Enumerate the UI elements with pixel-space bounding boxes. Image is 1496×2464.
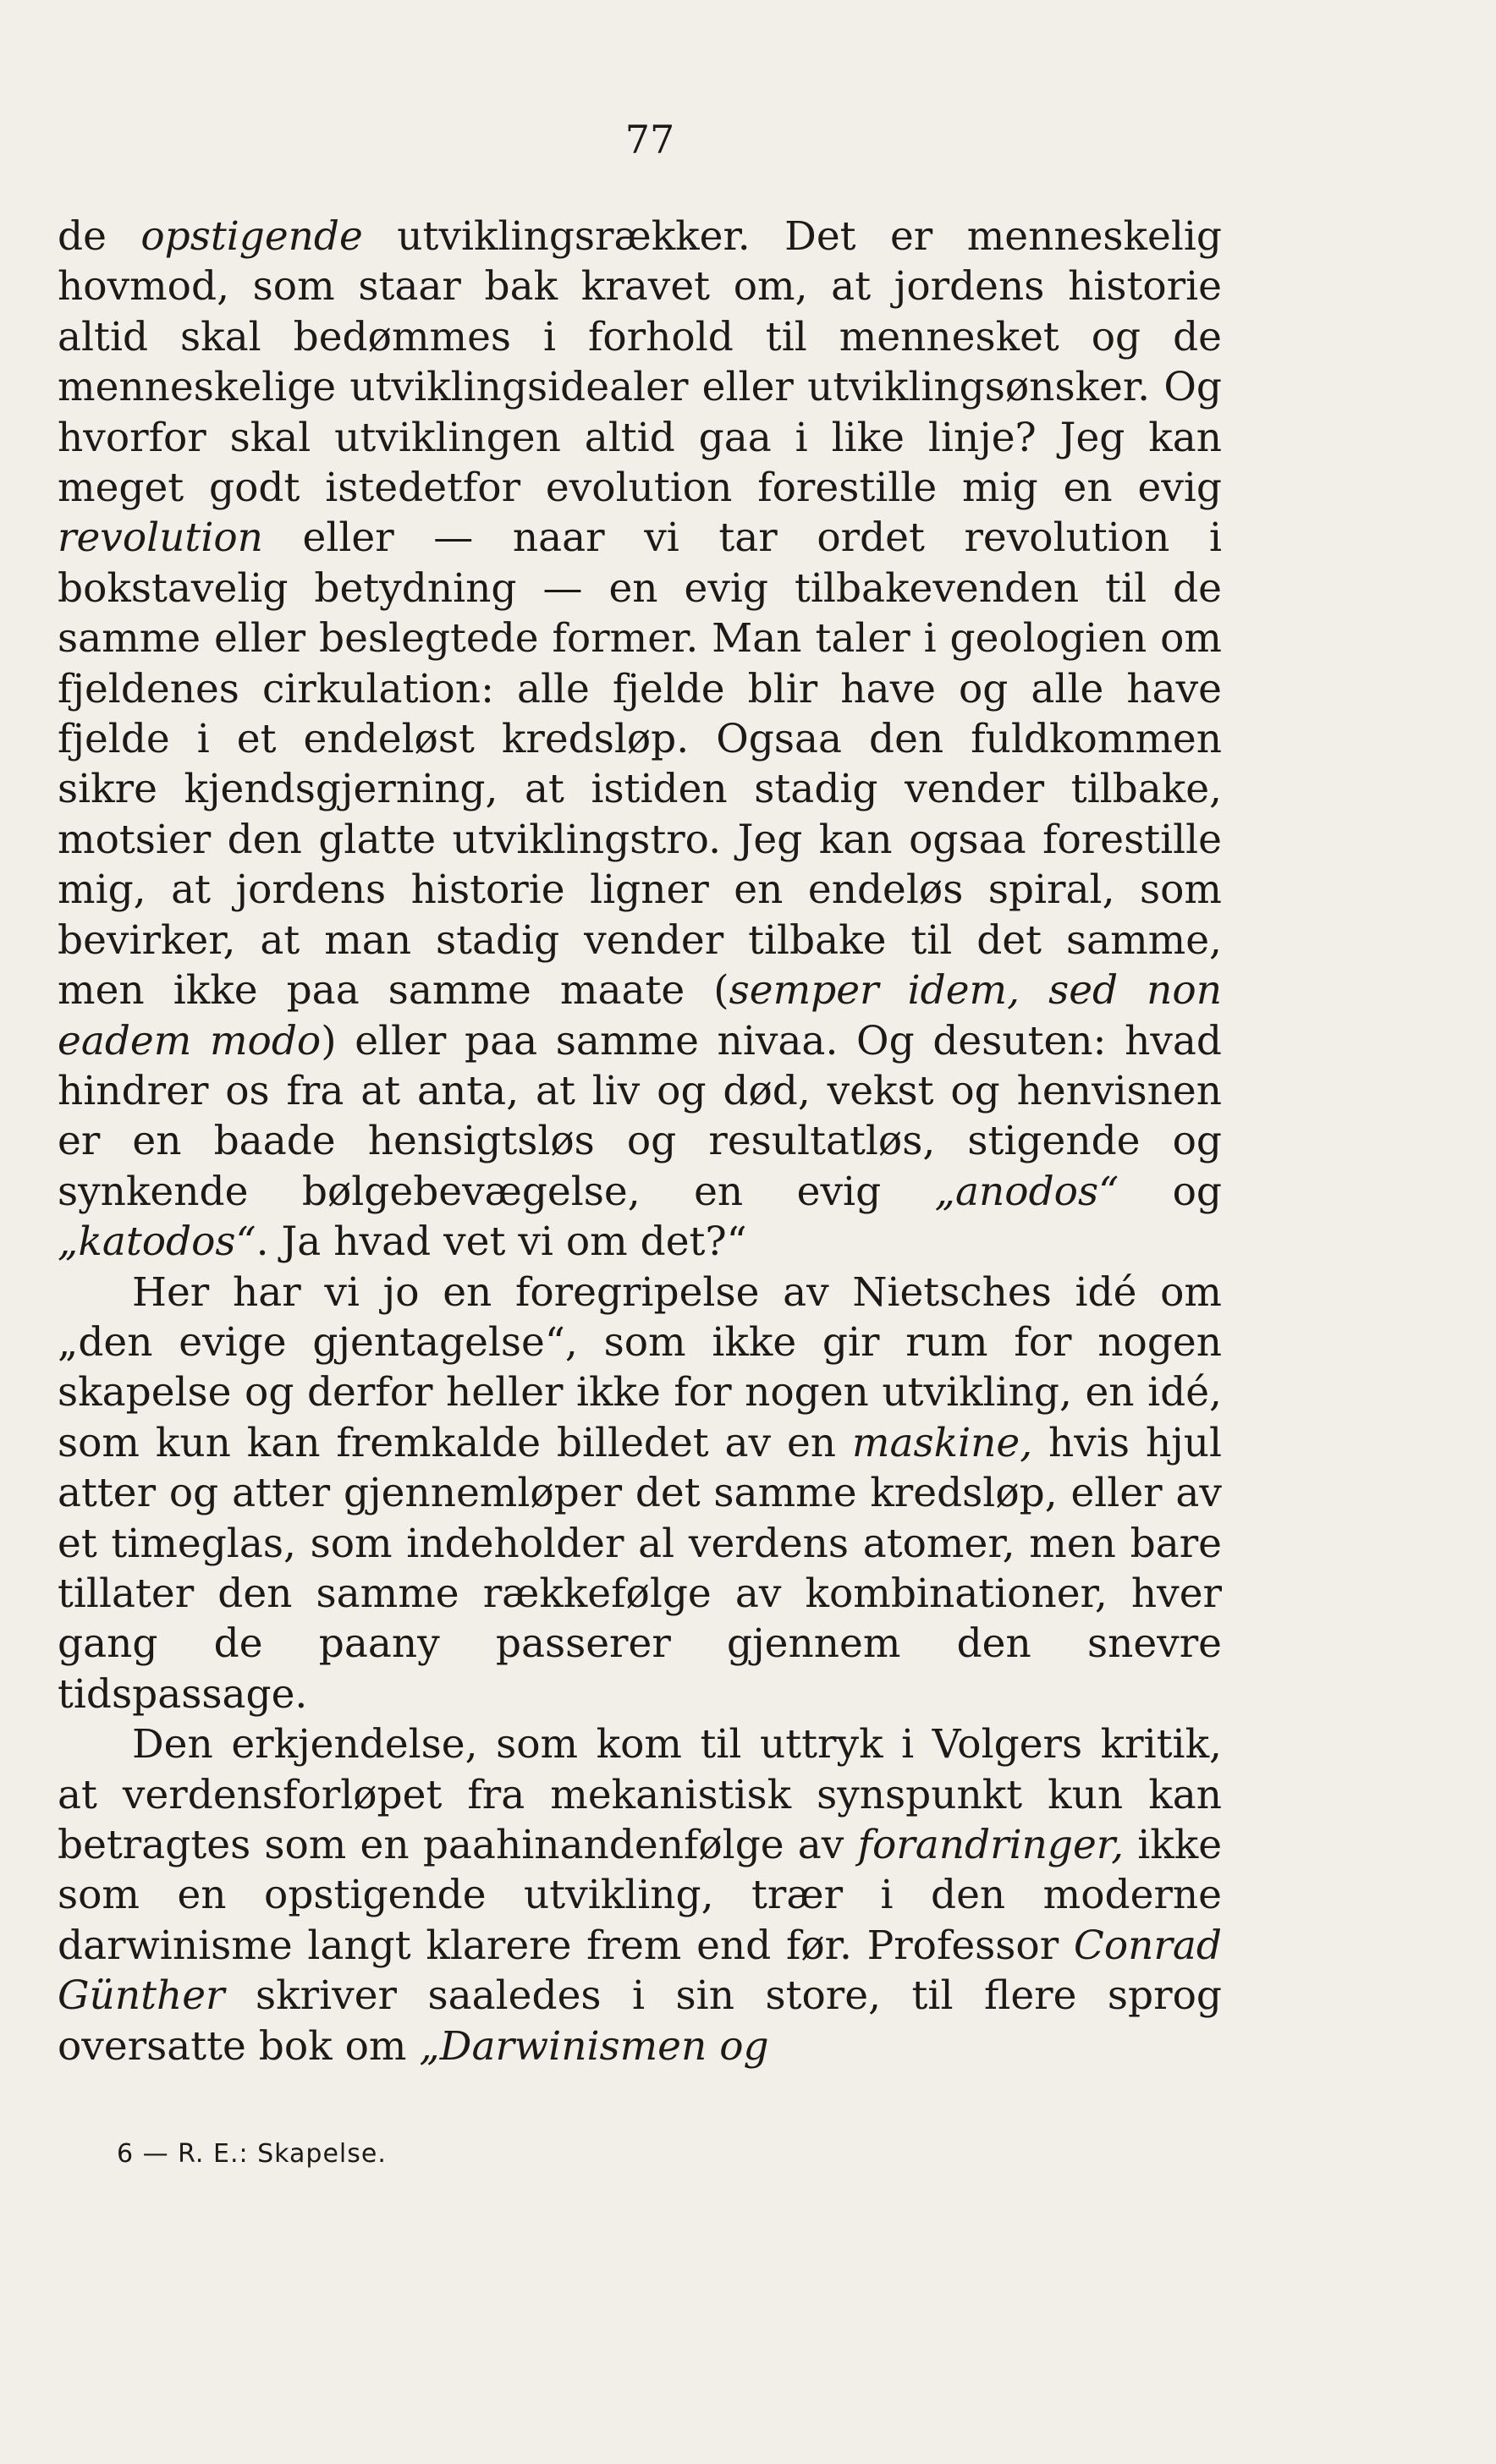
paragraph-2	[58, 1268, 1222, 1720]
text-run: ikke som en opstigende utvikling, trær i den moderne darwinisme langt klarere frem end før. Professor	[58, 1822, 1223, 1969]
italic-term: forandringer,	[857, 1822, 1125, 1868]
text-run: . Ja hvad vet vi om det?“	[256, 1218, 747, 1266]
italic-term: „anodos“	[934, 1168, 1119, 1215]
text-run: ) eller paa samme nivaa. Og desuten: hvad hindrer os fra at anta, at liv og død, vekst og henvisnen er en baade hensigtsløs og resultatløs, stigende og synkende bølgebevægelse, en evig	[58, 1017, 1222, 1215]
text-run: de	[58, 213, 141, 260]
signature-footer: 6 — R. E.: Skapelse.	[117, 2139, 387, 2169]
italic-term: revolution	[58, 514, 263, 562]
text-run: hvis hjul atter og atter gjennemløper det samme kredsløp, eller av et timeglas, som indeholder al verdens atomer, men bare tillater den samme rækkefølge av kombinationer, hver gang de paany passerer gjennem den snevre tidspassage.	[58, 1419, 1222, 1718]
page-number: 77	[624, 117, 675, 162]
text-run: skriver saaledes i sin store, til flere sprog oversatte bok om	[58, 1972, 1222, 2070]
text-run: eller — naar vi tar ordet revolution i bokstavelig betydning — en evig tilbakevenden til de samme eller beslegtede former. Man taler i geologien om fjeldenes cirkulation: alle fjelde blir have og alle have fjelde i et endeløst kredsløp. Ogsaa den fuldkommen sikre kjendsgjerning, at istiden stadig vender tilbake, motsier den glatte utviklingstro. Jeg kan ogsaa forestille mig, at jordens historie ligner en endeløs spiral, som bevirker, at man stadig vender tilbake til det samme, men ikke paa samme maate (	[58, 514, 1222, 1015]
italic-title: „Darwinismen og	[419, 2022, 769, 2070]
text-run: og	[1119, 1168, 1222, 1215]
paragraph-1	[58, 212, 1222, 1268]
body-text	[58, 212, 1222, 2071]
italic-phrase: semper idem, sed non eadem modo	[58, 967, 1222, 1064]
text-run: utviklingsrækker. Det er menneskelig hovmod, som staar bak kravet om, at jordens historie altid skal bedømmes i forhold til mennesket og de menneskelige utviklingsidealer eller utviklingsønsker. Og hvorfor skal utviklingen altid gaa i like linje? Jeg kan meget godt istedetfor evolution forestille mig en evig	[58, 213, 1222, 512]
italic-term: maskine,	[851, 1419, 1033, 1466]
text-run: Den erkjendelse, som kom til uttryk i Volgers kritik, at verdensforløpet fra mekanistisk synspunkt kun kan betragtes som en paahinandenfølge av	[58, 1721, 1222, 1868]
text-run: Her har vi jo en foregripelse av Nietsches idé om „den evige gjentagelse“, som ikke gir rum for nogen skapelse og derfor heller ikke for nogen utvikling, en idé, som kun kan fremkalde billedet av en	[58, 1268, 1222, 1466]
italic-name: Conrad Günther	[58, 1922, 1222, 2020]
italic-term: opstigende	[140, 213, 363, 260]
paragraph-3	[58, 1719, 1222, 2071]
italic-term: „katodos“	[58, 1218, 256, 1266]
